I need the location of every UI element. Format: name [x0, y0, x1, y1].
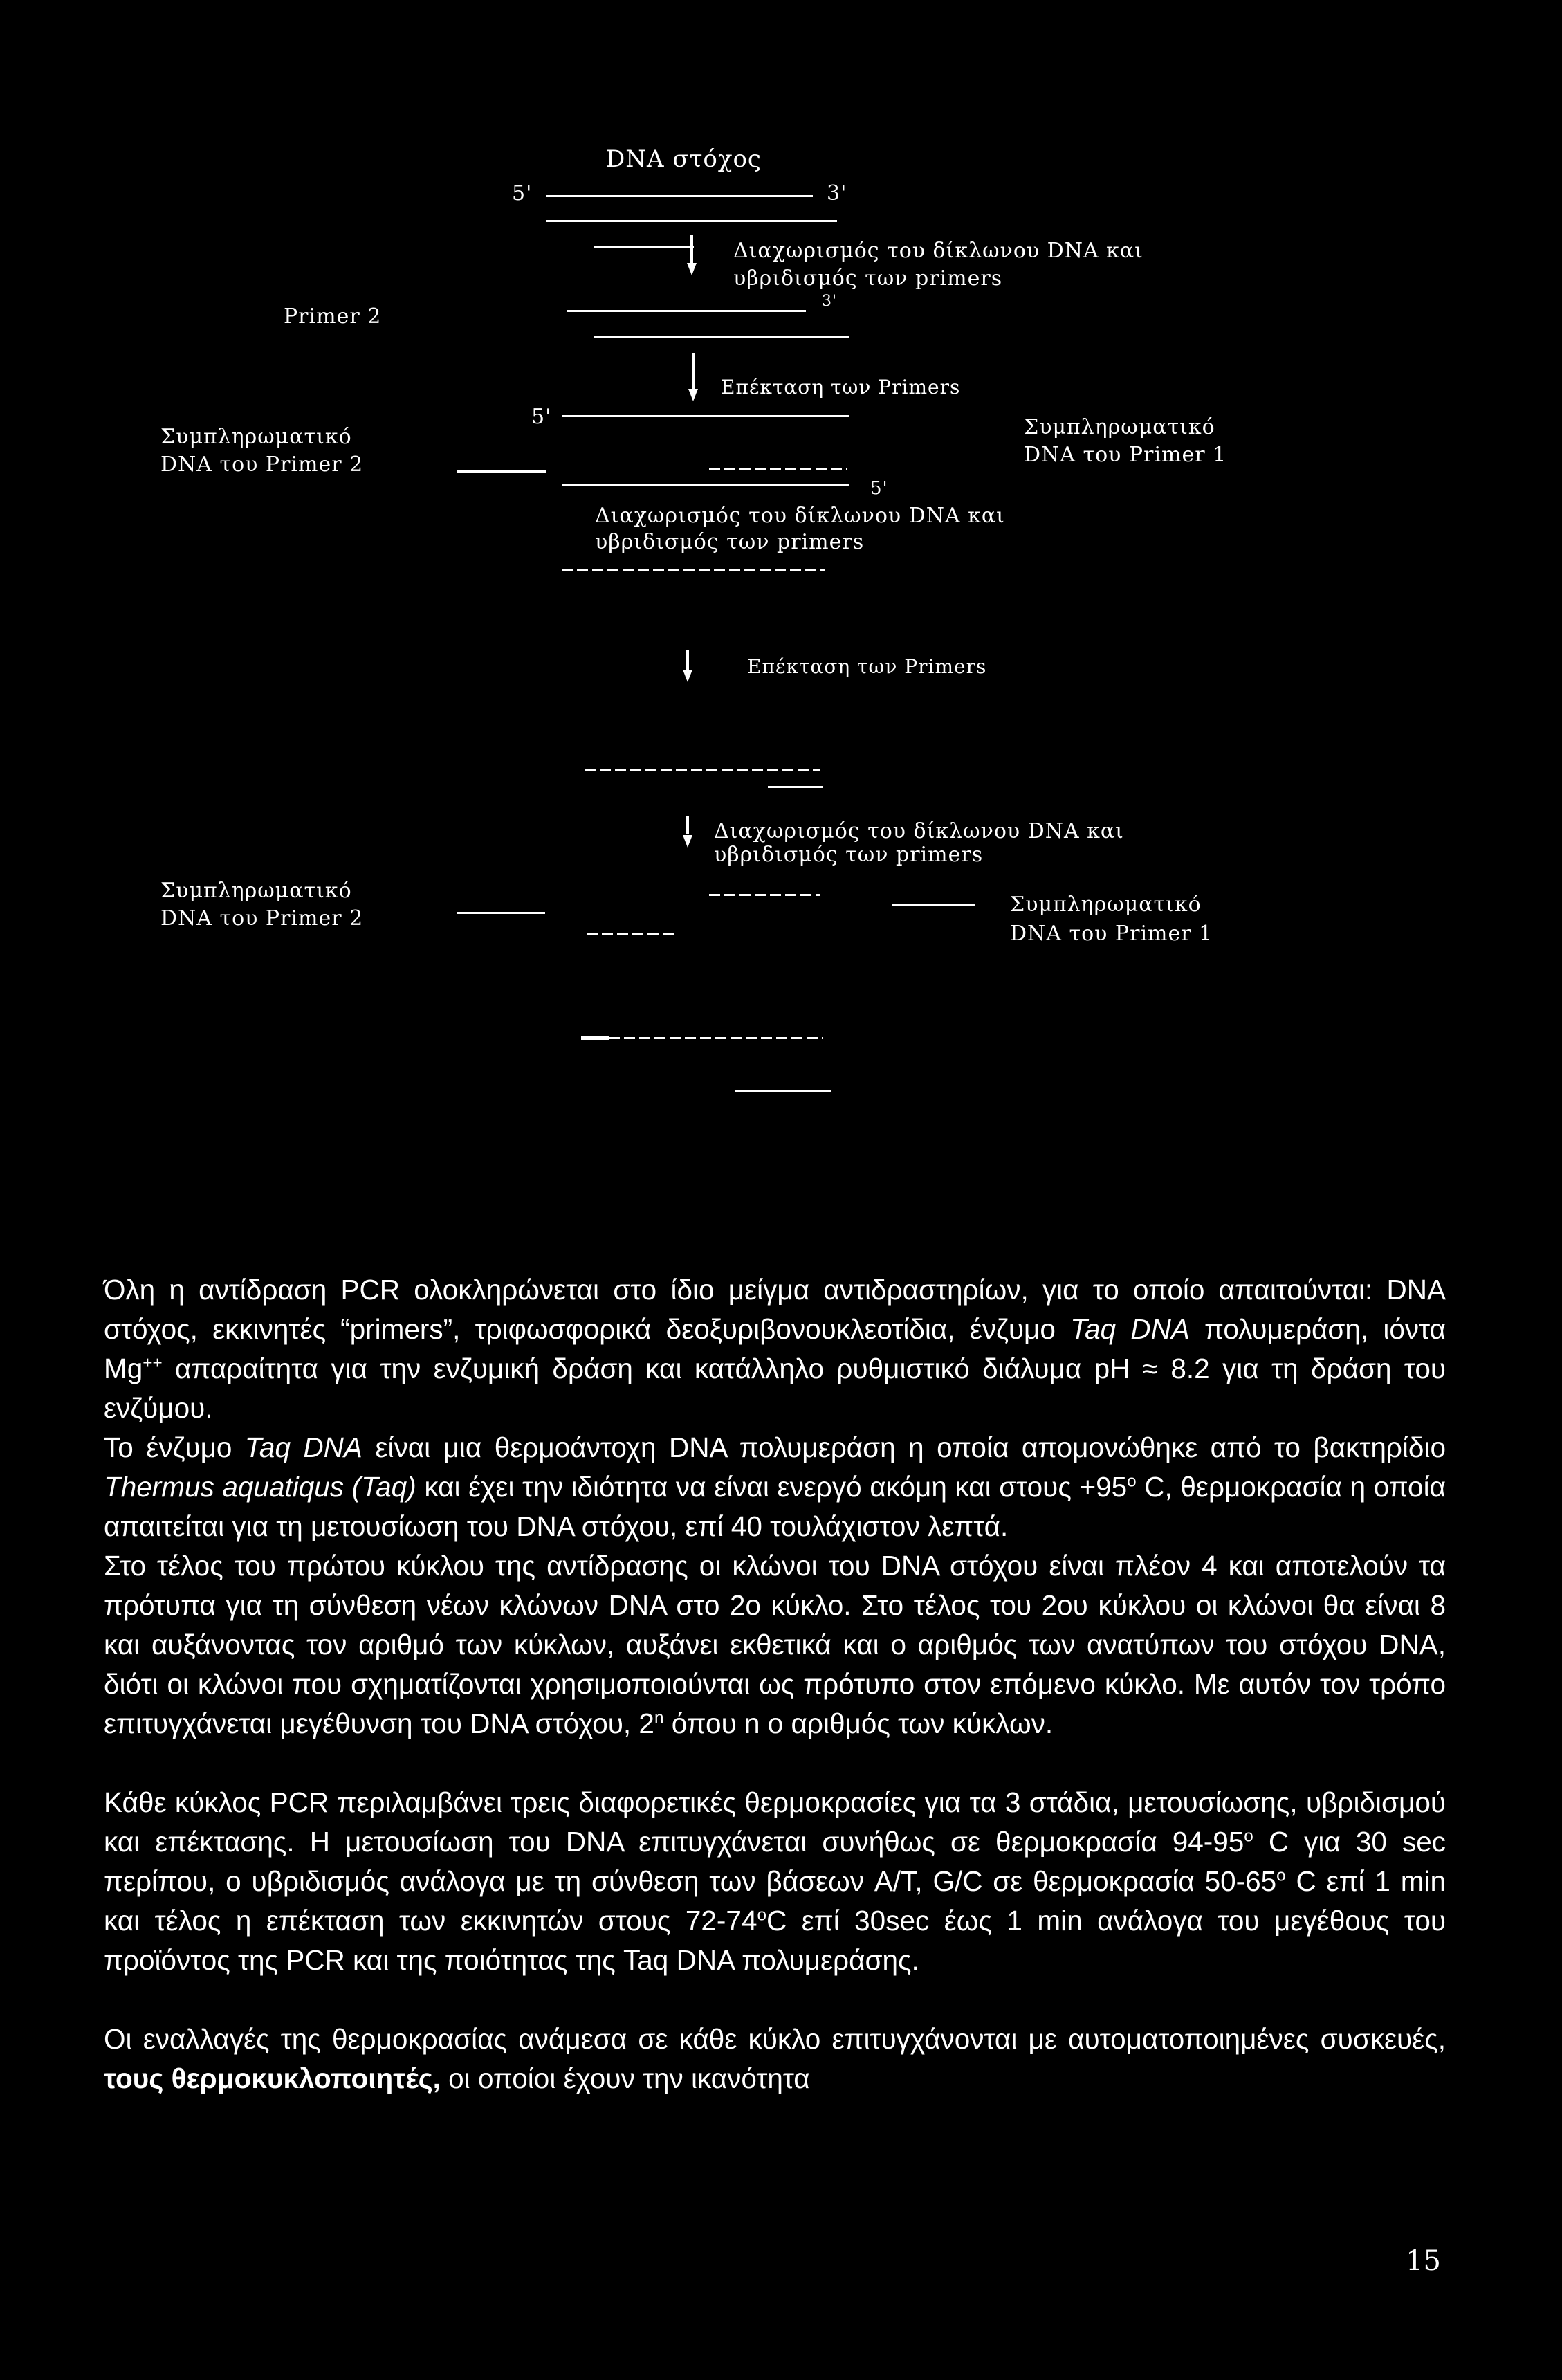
label-3prime-b: 3' [822, 293, 838, 310]
target-strand [546, 195, 813, 197]
text: Κάθε κύκλος PCR περιλαμβάνει τρεις διαφορετικές θερμοκρασίες για τα 3 στάδια, μετουσίωσης, υβριδισμού και επέκτασης. Η μετουσίωση του DNA επιτυγχάνεται συνήθως σε θερμοκρασία 94-95 [104, 1786, 1446, 1858]
text: C για 30 sec περίπου, ο υβριδισμός ανάλογα με τη σύνθεση των βάσεων A/T, G/C σε θερμοκρασία 50-65 [104, 1826, 1446, 1897]
arrow-down-icon [683, 835, 692, 848]
text: και έχει την ιδιότητα να είναι ενεργό ακόμη και στους +95 [416, 1471, 1128, 1503]
text: C επί 30sec έως 1 min ανάλογα του μεγέθους του προϊόντος της PCR και της ποιότητας της Taq DNA πολυμεράσης. [104, 1905, 1446, 1976]
arrow-shaft-4 [686, 816, 689, 834]
step-denature-2b: υβριδισμός των primers [595, 530, 865, 554]
complement-p1-b: DNA του Primer 1 [1024, 443, 1227, 467]
arrow-down-icon [683, 670, 692, 682]
page-number: 15 [1406, 2245, 1441, 2277]
strand-4 [562, 415, 849, 417]
text: είναι μια θερμοάντοχη DNA πολυμεράση η οποία απομονώθηκε από το βακτηρίδιο [362, 1431, 1446, 1463]
primer-dashed-3 [585, 769, 820, 771]
primer-dashed-1 [709, 468, 847, 470]
text: απαραίτητα για την ενζυμική δράση και κατάλληλο ρυθμιστικό διάλυμα pH ≈ 8.2 για τη δράση του ενζύμου. [104, 1353, 1446, 1424]
primer-dashed-6 [609, 1037, 823, 1039]
complement-p1-d: DNA του Primer 1 [1010, 922, 1213, 946]
label-5prime-c: 5' [531, 405, 552, 429]
taq-italic: Taq DNA [244, 1431, 362, 1463]
text: όπου n ο αριθμός των κύκλων. [663, 1708, 1054, 1739]
step-extend-1: Επέκταση των Primers [721, 376, 961, 399]
strand-6 [562, 484, 849, 486]
superscript: o [1276, 1866, 1286, 1885]
text: πολυμεράση, ιόντα Mg [104, 1313, 1446, 1384]
strand-1 [594, 246, 694, 248]
primer-dashed-5 [587, 933, 677, 935]
text: C, θερμοκρασία η οποία απαιτείται για τη μετουσίωση του DNA στόχου, επί 40 τουλάχιστον λεπτά. [104, 1471, 1446, 1542]
thermus-italic: Thermus aquatiqus (Taq) [104, 1471, 416, 1503]
primer-dashed-2 [562, 569, 825, 571]
taq-italic: Taq DNA [1070, 1313, 1190, 1345]
text: Στο τέλος του πρώτου κύκλου της αντίδρασης οι κλώνοι του DNA στόχου είναι πλέον 4 και αποτελούν τα πρότυπα για τη σύνθεση νέων κλώνων DNA στο 2ο κύκλο. Στο τέλος του 2ου κύκλου οι κλώνοι θα είναι 8 και αυξάνοντας τον αριθμό των κύκλων, αυξάνει εκθετικά και ο αριθμός των ανατύπων του στόχου DNA, διότι οι κλώνοι που σχηματίζονται χρησιμοποιούνται ως πρότυπο στον επόμενο κύκλο. Με αυτόν τον τρόπο επιτυγχάνεται μεγέθυνση του DNA στόχου, 2 [104, 1550, 1446, 1739]
complement-p1-a: Συμπληρωματικό [1024, 415, 1215, 439]
target-strand-2 [546, 220, 837, 222]
text: Το ένζυμο [104, 1431, 245, 1463]
strand-11 [735, 1090, 831, 1092]
text: Οι εναλλαγές της θερμοκρασίας ανάμεσα σε κάθε κύκλο επιτυγχάνονται με αυτοματοποιημένες συσκευές, [104, 2023, 1446, 2055]
strand-10 [581, 1036, 609, 1040]
strand-5 [457, 470, 546, 473]
paragraph-cycles [104, 1546, 1446, 1743]
strand-9 [892, 904, 975, 906]
step-denature-1b: υβριδισμός των primers [733, 266, 1003, 291]
text: οι οποίοι έχουν την ικανότητα [440, 2062, 810, 2094]
paragraph-pcr-mix [104, 1270, 1446, 1428]
paragraph-temperatures [104, 1783, 1446, 1980]
primer-dashed-4 [709, 894, 820, 896]
step-denature-1a: Διαχωρισμός του δίκλωνου DNA και [733, 239, 1143, 263]
superscript: o [1127, 1472, 1137, 1491]
diagram-title: DNA στόχος [606, 145, 762, 173]
strand-2 [567, 310, 806, 312]
arrow-down-icon [688, 389, 698, 401]
complement-p1-c: Συμπληρωματικό [1010, 892, 1202, 917]
complement-p2-c: Συμπληρωματικό [160, 879, 352, 903]
paragraph-taq-enzyme [104, 1428, 1446, 1546]
strand-8 [457, 912, 545, 914]
arrow-down-icon [687, 263, 697, 275]
label-3prime: 3' [827, 181, 847, 205]
complement-p2-a: Συμπληρωματικό [160, 425, 352, 449]
complement-p2-b: DNA του Primer 2 [160, 452, 364, 477]
superscript: n [654, 1708, 664, 1728]
thermocyclers-bold: τους θερμοκυκλοποιητές, [104, 2062, 441, 2094]
step-denature-2a: Διαχωρισμός του δίκλωνου DNA και [595, 504, 1005, 528]
superscript: ++ [143, 1353, 163, 1373]
strand-3 [594, 336, 849, 338]
body-text [104, 1270, 1446, 2098]
label-5prime: 5' [512, 181, 533, 205]
superscript: o [757, 1905, 766, 1925]
arrow-shaft-1 [690, 235, 693, 263]
step-denature-3b: υβριδισμός των primers [714, 843, 984, 867]
step-denature-3a: Διαχωρισμός του δίκλωνου DNA και [714, 819, 1124, 843]
step-extend-2: Επέκταση των Primers [747, 655, 987, 678]
complement-p2-d: DNA του Primer 2 [160, 906, 364, 931]
strand-7 [768, 786, 823, 788]
label-primer2: Primer 2 [284, 304, 382, 329]
paragraph-thermocyclers [104, 2020, 1446, 2098]
text: Όλη η αντίδραση PCR ολοκληρώνεται στο ίδιο μείγμα αντιδραστηρίων, για το οποίο απαιτούνται: DNA στόχος, εκκινητές “primers”, τριφωσφορικά δεοξυριβονουκλεοτίδια, ένζυμο [104, 1274, 1446, 1345]
superscript: o [1244, 1827, 1253, 1846]
arrow-shaft-2 [692, 353, 695, 389]
label-5prime-b: 5' [870, 478, 888, 499]
text: C επί 1 min και τέλος η επέκταση των εκκινητών στους 72-74 [104, 1865, 1446, 1937]
